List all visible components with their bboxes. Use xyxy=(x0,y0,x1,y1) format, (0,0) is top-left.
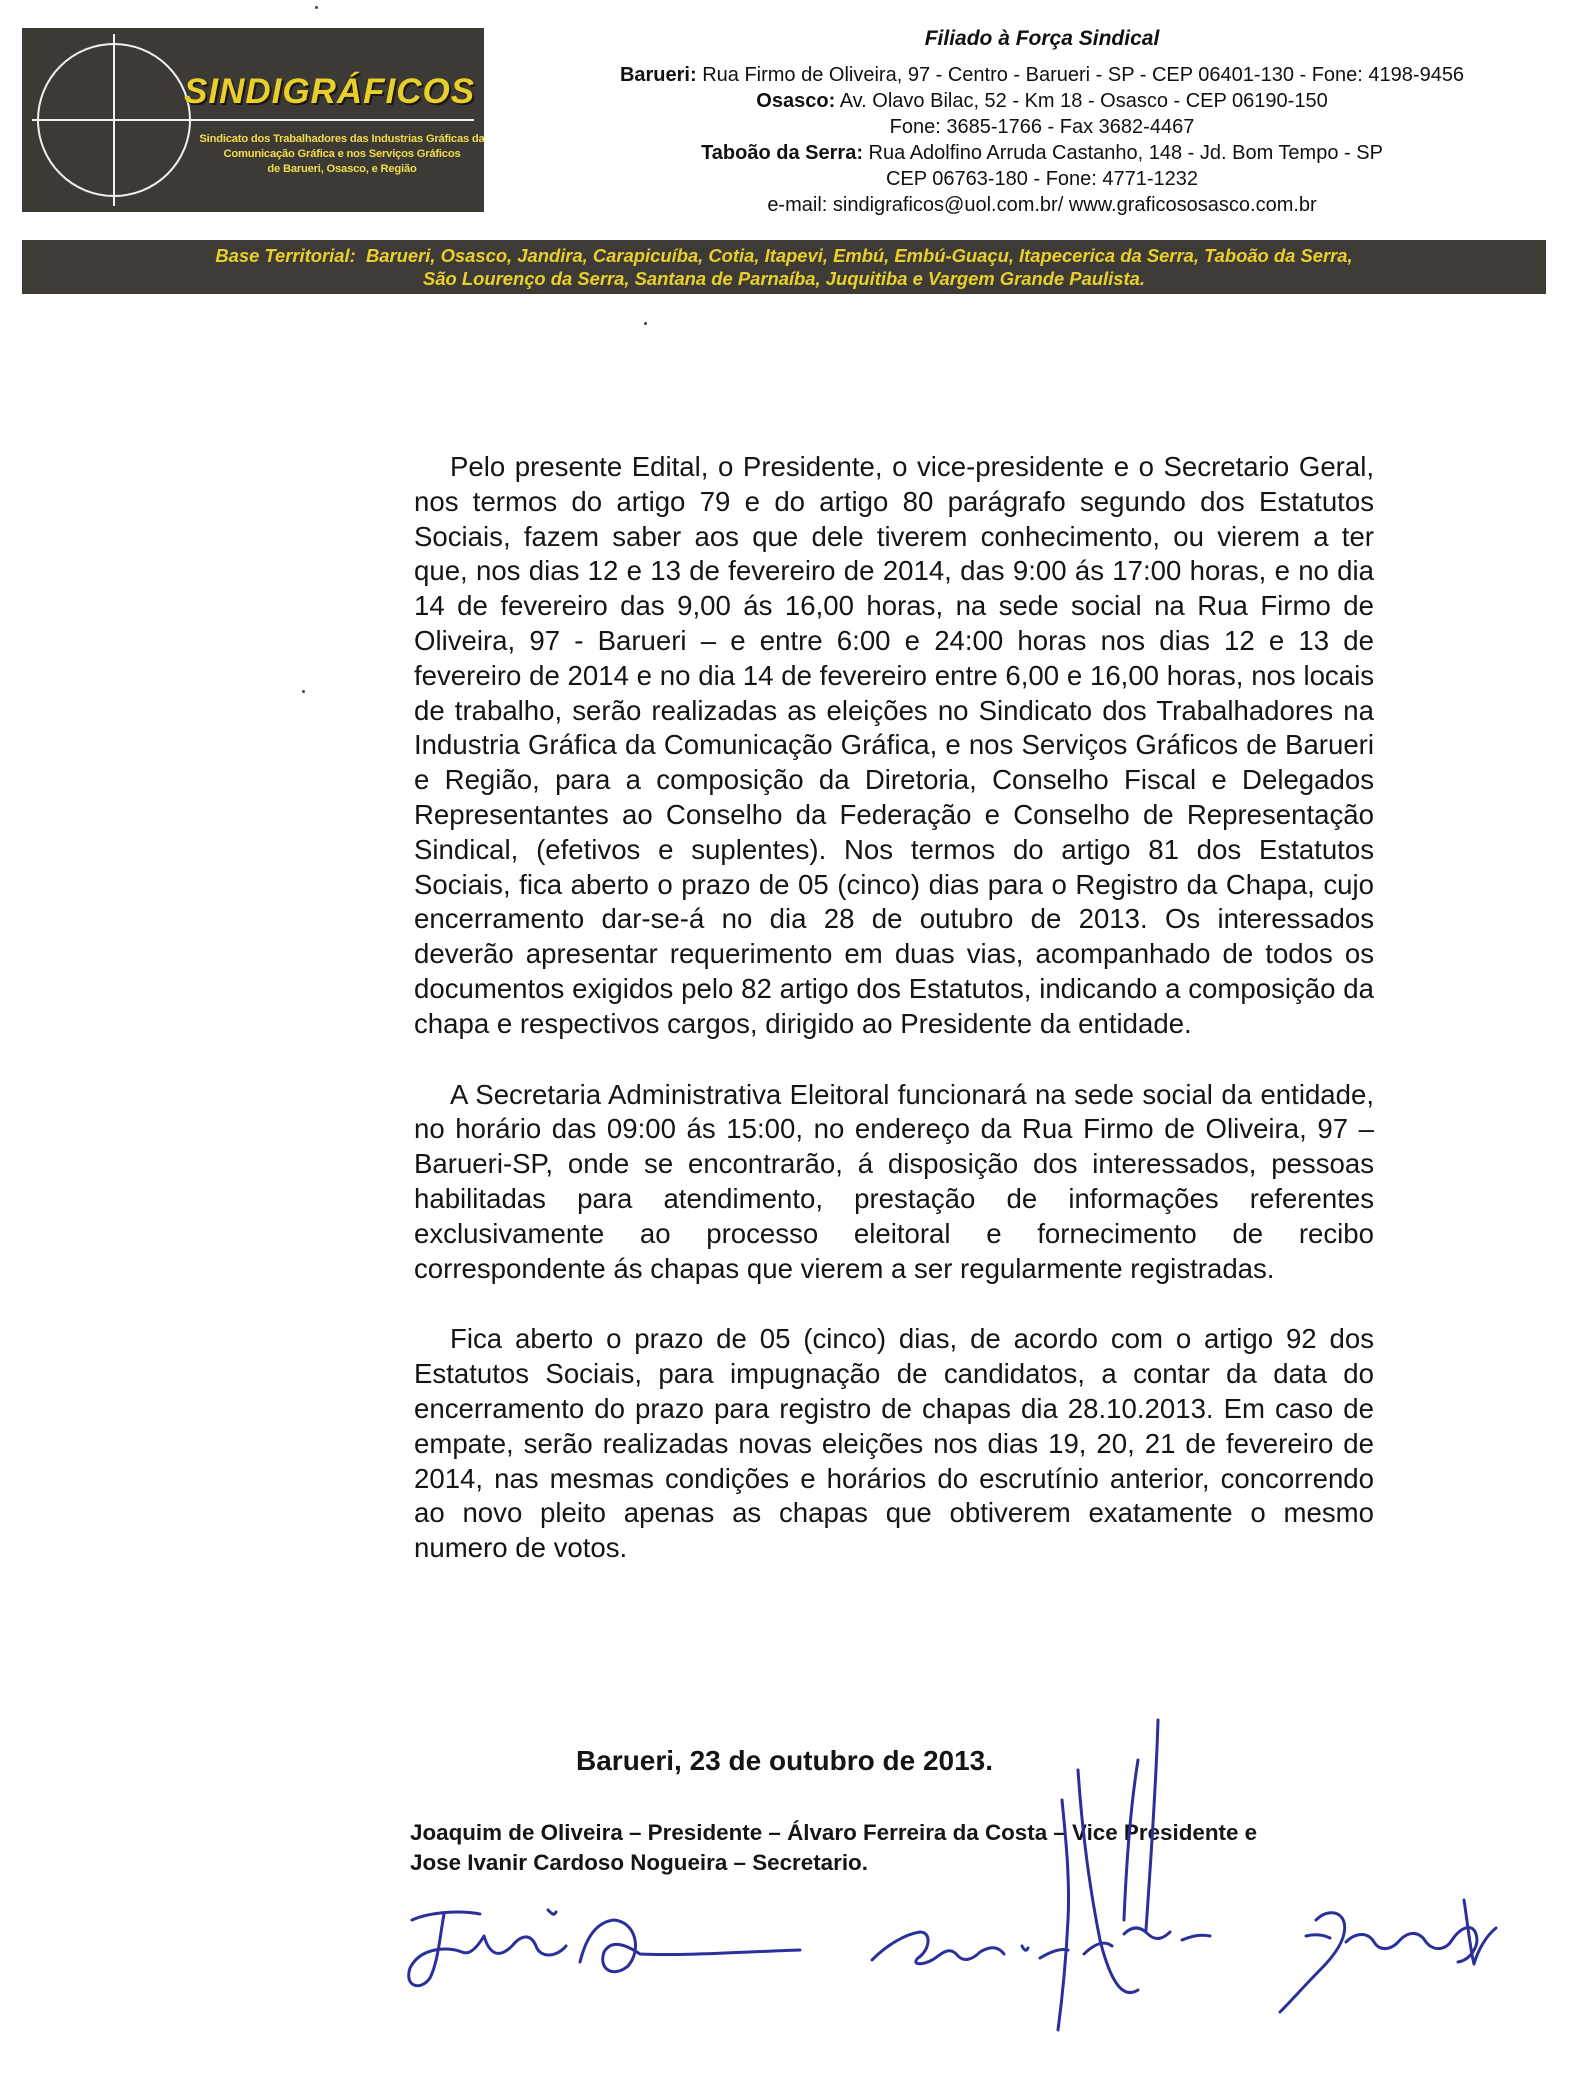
contact-email: e-mail: sindigraficos@uol.com.br/ www.graficososasco.com.br xyxy=(767,194,1317,216)
taboao-address-line xyxy=(520,140,1564,166)
paragraph-secretariat: A Secretaria Administrativa Eleitoral funcionará na sede social da entidade, no horário das 09:00 ás 15:00, no endereço da Rua Firmo de Oliveira, 97 – Barueri-SP, onde se encontrarão, á disposição dos interessados, pessoas habilitadas para atendimento, prestação de informações referentes exclusivamente ao processo eleitoral e fornecimento de recibo correspondente ás chapas que vierem a ser regularmente registradas. xyxy=(414,1078,1374,1284)
territorial-base-band xyxy=(22,240,1546,294)
signatories-line2: Jose Ivanir Cardoso Nogueira – Secretario. xyxy=(410,1850,868,1875)
union-logo xyxy=(22,28,484,212)
territorial-base-cities-1: Barueri, Osasco, Jandira, Carapicuíba, Cotia, Itapevi, Embú, Embú-Guaçu, Itapecerica da Serra, Taboão da Serra, xyxy=(365,245,1353,266)
logo-subtitle xyxy=(182,132,502,177)
osasco-address-line xyxy=(520,88,1564,114)
paragraph-challenges: Fica aberto o prazo de 05 (cinco) dias, de acordo com o artigo 92 dos Estatutos Sociais, para impugnação de candidatos, a contar da data do encerramento do prazo para registro de chapas dia 28.10.2013. Em caso de empate, serão realizadas novas eleições nos dias 19, 20, 21 de fevereiro de 2014, nas mesmas condições e horários do escrutínio anterior, concorrendo ao novo pleito apenas as chapas que obtiverem exatamente o mesmo numero de votos. xyxy=(414,1323,1374,1564)
signature-vice-president xyxy=(872,1720,1210,2030)
paragraph-elections: Pelo presente Edital, o Presidente, o vice-presidente e o Secretario Geral, nos termos do artigo 79 e do artigo 80 parágrafo segundo dos Estatutos Sociais, fazem saber aos que dele tiverem conhecimento, ou vierem a ter que, nos dias 12 e 13 de fevereiro de 2014, das 9:00 ás 17:00 horas, e no dia 14 de fevereiro das 9,00 ás 16,00 horas, na sede social na Rua Firmo de Oliveira, 97 - Barueri – e entre 6:00 e 24:00 horas nos dias 12 e 13 de fevereiro de 2014 e no dia 14 de fevereiro entre 6,00 e 16,00 horas, nos locais de trabalho, serão realizadas as eleições no Sindicato dos Trabalhadores na Industria Gráfica da Comunicação Gráfica, e nos Serviços Gráficos de Barueri e Região, para a composição da Diretoria, Conselho Fiscal e Delegados Representantes ao Conselho da Federação e Conselho de Representação Sindical, (efetivos e suplentes). Nos termos do artigo 81 dos Estatutos Sociais, fica aberto o prazo de 05 (cinco) dias para o Registro da Chapa, cujo encerramento dar-se-á no dia 28 de outubro de 2013. Os interessados deverão apresentar requerimento em duas vias, acompanhado de todos os documentos exigidos pelo 82 artigo dos Estatutos, indicando a composição da chapa e respectivos cargos, dirigido ao Presidente da entidade. xyxy=(414,451,1374,1039)
handwritten-signatures xyxy=(0,1700,1584,2081)
scan-speck xyxy=(315,6,318,9)
osasco-phone: Fone: 3685-1766 - Fax 3682-4467 xyxy=(889,116,1195,138)
barueri-label: Barueri: xyxy=(619,64,697,86)
signature-president xyxy=(409,1910,800,1986)
taboao-label: Taboão da Serra: xyxy=(701,142,863,164)
letterhead-addresses xyxy=(520,26,1564,218)
signatories-line1: Joaquim de Oliveira – Presidente – Álvaro Ferreira da Costa – Vice Presidente e xyxy=(410,1820,1258,1845)
territorial-base-line1 xyxy=(32,244,1536,267)
taboao-cep: CEP 06763-180 - Fone: 4771-1232 xyxy=(885,168,1199,190)
signature-secretary xyxy=(1280,1900,1496,2012)
scan-speck xyxy=(302,690,305,693)
barueri-address: Rua Firmo de Oliveira, 97 - Centro - Barueri - SP - CEP 06401-130 - Fone: 4198-9456 xyxy=(702,64,1465,86)
logo-subtitle-line: Comunicação Gráfica e nos Serviços Gráficos xyxy=(223,148,461,160)
crosshair-logo-icon xyxy=(22,28,484,212)
osasco-label: Osasco: xyxy=(756,90,836,112)
scan-speck xyxy=(644,322,647,325)
barueri-address-line xyxy=(520,62,1564,88)
date-line: Barueri, 23 de outubro de 2013. xyxy=(576,1745,994,1776)
affiliation: Filiado à Força Sindical xyxy=(924,27,1160,50)
taboao-address: Rua Adolfino Arruda Castanho, 148 - Jd. Bom Tempo - SP xyxy=(868,142,1383,164)
territorial-base-cities-2: São Lourenço da Serra, Santana de Parnaíba, Juquitiba e Vargem Grande Paulista. xyxy=(423,268,1145,289)
logo-subtitle-line: de Barueri, Osasco, e Região xyxy=(267,163,417,175)
logo-subtitle-line: Sindicato dos Trabalhadores das Industrias Gráficas da xyxy=(199,133,485,145)
logo-name: SINDIGRÁFICOS xyxy=(184,72,476,111)
territorial-base-label: Base Territorial: xyxy=(215,245,356,266)
osasco-address: Av. Olavo Bilac, 52 - Km 18 - Osasco - CEP 06190-150 xyxy=(839,90,1328,112)
edital-body xyxy=(414,450,1374,1566)
